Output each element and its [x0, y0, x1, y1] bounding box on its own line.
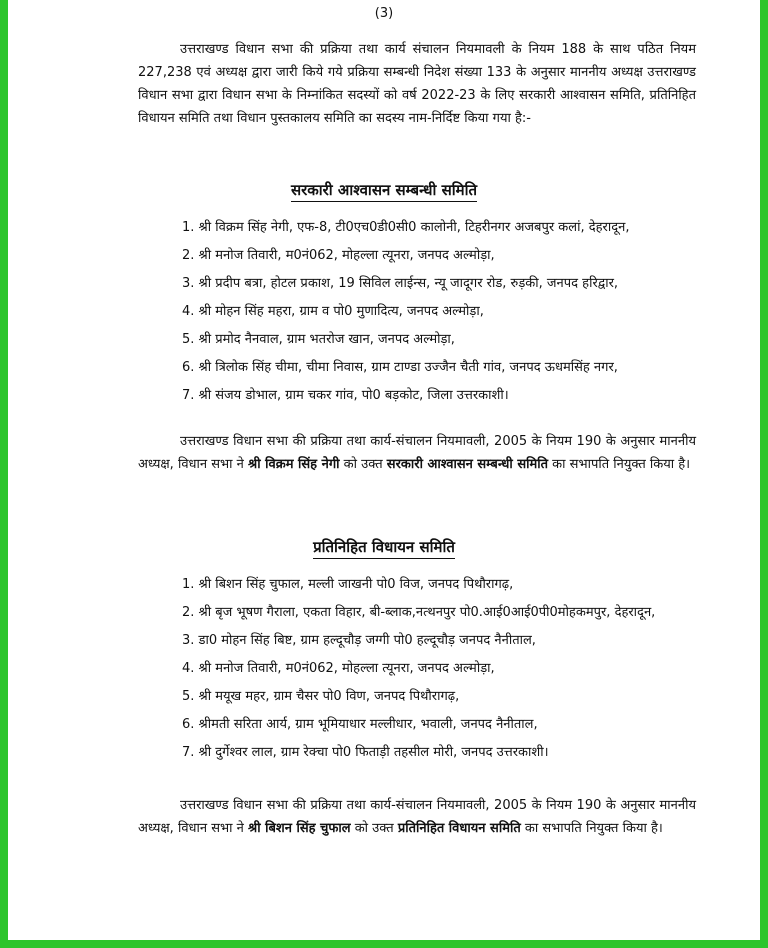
list-item: 4. श्री मोहन सिंह महरा, ग्राम व पो0 मुणादित्य, जनपद अल्मोड़ा,: [182, 304, 484, 319]
document-page: [8, 0, 760, 940]
list-item: 6. श्री त्रिलोक सिंह चीमा, चीमा निवास, ग्राम टाण्डा उज्जैन चैती गांव, जनपद ऊधमसिंह नगर,: [182, 360, 618, 375]
list-item: 2. श्री मनोज तिवारी, म0नं062, मोहल्ला त्यूनरा, जनपद अल्मोड़ा,: [182, 248, 495, 263]
intro-text: उत्तराखण्ड विधान सभा की प्रक्रिया तथा कार्य संचालन नियमावली के नियम 188 के साथ पठित नियम 227,238 एवं अध्यक्ष द्वारा जारी किये गये प्रक्रिया सम्बन्धी निदेश संख्या 133 के अनुसार माननीय अध्यक्ष उत्तराखण्ड विधान सभा द्वारा विधान सभा के निम्नांकित सदस्यों को वर्ष 2022-23 के लिए सरकारी आश्वासन समिति, प्रतिनिहित विधायन समिति तथा विधान पुस्तकालय समिति का सदस्य नाम-निर्दिष्ट किया गया है:-: [138, 42, 696, 126]
committee1-member-list: [182, 214, 722, 410]
list-item: 5. श्री प्रमोद नैनवाल, ग्राम भतरोज खान, जनपद अल्मोड़ा,: [182, 332, 455, 347]
list-item: 1. श्री विक्रम सिंह नेगी, एफ-8, टी0एच0डी0सी0 कालोनी, टिहरीनगर अजबपुर कलां, देहरादून,: [182, 220, 630, 235]
list-item: 1. श्री बिशन सिंह चुफाल, मल्ली जाखनी पो0 विज, जनपद पिथौरागढ़,: [182, 577, 514, 592]
list-item: 3. श्री प्रदीप बत्रा, होटल प्रकाश, 19 सिविल लाईन्स, न्यू जादूगर रोड, रुड़की, जनपद हरिद्वार,: [182, 276, 619, 291]
committee1-heading: सरकारी आश्वासन सम्बन्धी समिति: [8, 180, 760, 200]
list-item: 7. श्री दुर्गेश्वर लाल, ग्राम रेक्चा पो0 फिताड़ी तहसील मोरी, जनपद उत्तरकाशी।: [182, 745, 549, 760]
committee1-chair-paragraph: उत्तराखण्ड विधान सभा की प्रक्रिया तथा कार्य-संचालन नियमावली, 2005 के नियम 190 के अनुसार माननीय अध्यक्ष, विधान सभा ने श्री विक्रम सिंह नेगी को उक्त सरकारी आश्वासन सम्बन्धी समिति का सभापति नियुक्त किया है।: [138, 434, 696, 472]
intro-paragraph: [138, 38, 696, 130]
page-number: (3): [374, 6, 394, 21]
committee2-heading: प्रतिनिहित विधायन समिति: [8, 537, 760, 557]
committee2-chair-committee: प्रतिनिहित विधायन समिति: [397, 821, 521, 836]
list-item: 7. श्री संजय डोभाल, ग्राम चकर गांव, पो0 बड़कोट, जिला उत्तरकाशी।: [182, 388, 509, 403]
committee2-member-list: [182, 571, 722, 767]
committee1-chair-committee: सरकारी आश्वासन सम्बन्धी समिति: [386, 457, 549, 472]
list-item: 3. डा0 मोहन सिंह बिष्ट, ग्राम हल्दूचौड़ जग्गी पो0 हल्दूचौड़ जनपद नैनीताल,: [182, 633, 536, 648]
list-item: 2. श्री बृज भूषण गैराला, एकता विहार, बी-ब्लाक,नत्थनपुर पो0.आई0आई0पी0मोहकमपुर, देहरादून,: [182, 605, 656, 620]
list-item: 5. श्री मयूख महर, ग्राम चैसर पो0 विण, जनपद पिथौरागढ़,: [182, 689, 460, 704]
list-item: 6. श्रीमती सरिता आर्य, ग्राम भूमियाधार मल्लीधार, भवाली, जनपद नैनीताल,: [182, 717, 538, 732]
committee2-chair-paragraph: उत्तराखण्ड विधान सभा की प्रक्रिया तथा कार्य-संचालन नियमावली, 2005 के नियम 190 के अनुसार माननीय अध्यक्ष, विधान सभा ने श्री बिशन सिंह चुफाल को उक्त प्रतिनिहित विधायन समिति का सभापति नियुक्त किया है।: [138, 798, 696, 836]
list-item: 4. श्री मनोज तिवारी, म0नं062, मोहल्ला त्यूनरा, जनपद अल्मोड़ा,: [182, 661, 495, 676]
committee2-chair-name: श्री बिशन सिंह चुफाल: [248, 821, 351, 836]
committee1-chair-name: श्री विक्रम सिंह नेगी: [248, 457, 340, 472]
